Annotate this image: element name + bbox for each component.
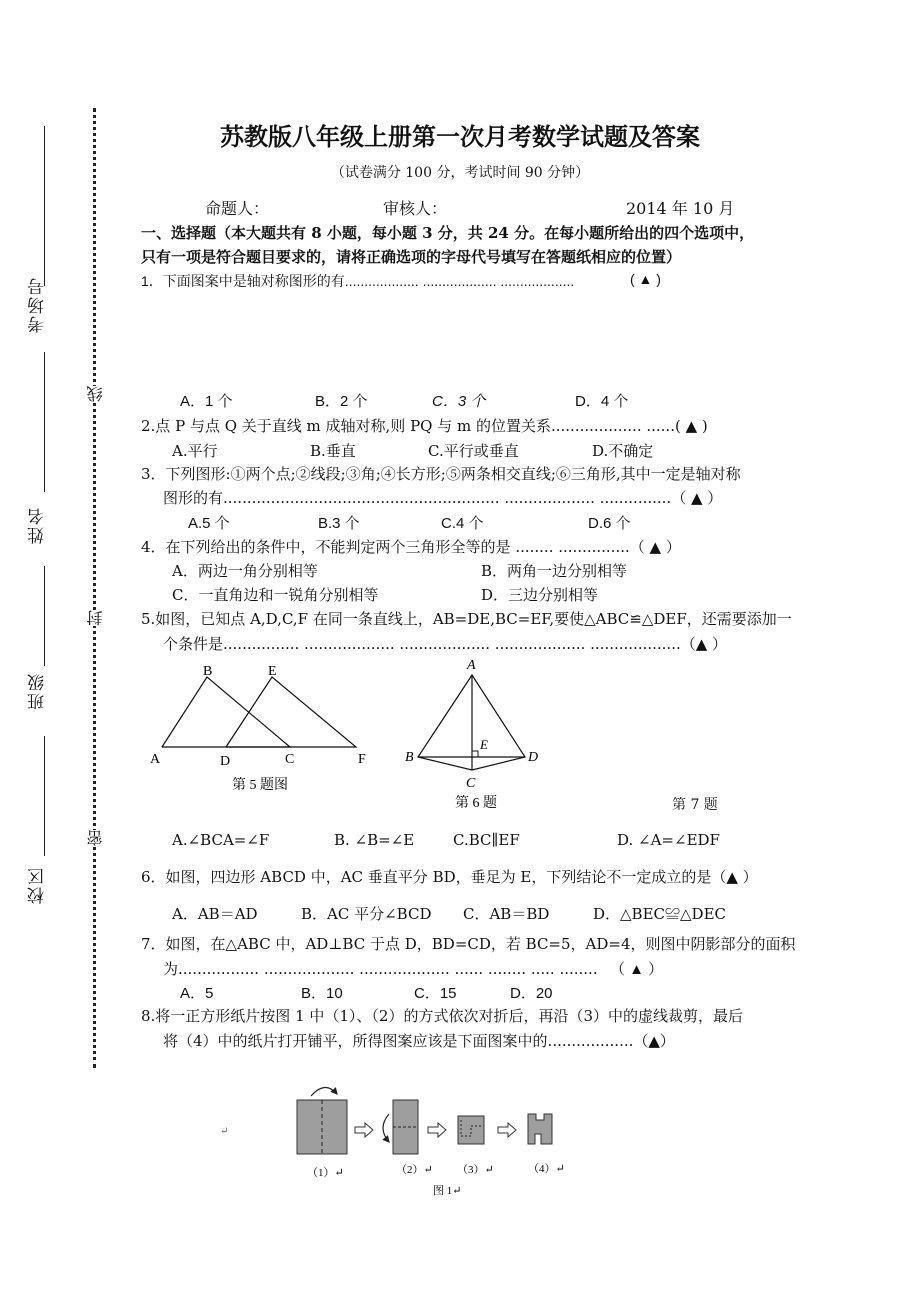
q3-stem-line1: 3．下列图形:①两个点;②线段;③角;④长方形;⑤两条相交直线;⑥三角形,其中一定是轴对称	[141, 465, 741, 483]
fig5-label-b: B	[203, 664, 213, 679]
q7-answer: （ ▲ ）	[610, 961, 664, 978]
step4-cut-shape	[528, 1114, 552, 1144]
q2-option-a: A.平行	[172, 442, 218, 460]
step2-label: （2）↵	[396, 1164, 433, 1176]
right-arrow-icon	[498, 1123, 516, 1137]
right-angle-mark	[472, 751, 478, 757]
step4-label: （4）↵	[528, 1163, 565, 1175]
q6-stem: 6．如图，四边形 ABCD 中，AC 垂直平分 BD，垂足为 E，下列结论不一定成立的是（▲ ）	[141, 868, 758, 886]
q8-stem-line2: 将（4）中的纸片打开铺平，所得图案应该是下面图案中的..................（▲）	[163, 1032, 675, 1050]
q2-option-d: D.不确定	[592, 442, 654, 460]
triangle-def	[226, 677, 356, 747]
right-arrow-icon	[428, 1123, 446, 1137]
step1-fold-arrow	[311, 1087, 337, 1096]
q8-stem-line1: 8.将一正方形纸片按图 1 中（1）、（2）的方式依次对折后，再沿（3）中的虚线裁剪，最后	[141, 1007, 744, 1025]
q2-stem: 2.点 P 与点 Q 关于直线 m 成轴对称,则 PQ 与 m 的位置关系................... ......( ▲ )	[141, 417, 708, 435]
fig5-label-e: E	[268, 664, 277, 679]
q3-option-a: A.5 个	[188, 515, 230, 532]
step3-label: （3）↵	[457, 1164, 494, 1176]
q5-option-d: D. ∠A=∠EDF	[617, 831, 720, 849]
q7-stem-line2: 为................. ................... ................... ...... ........ ..... ........	[163, 960, 598, 978]
q5-stem-line2: 个条件是................ ................... ................... ................... ...................（▲ ）	[163, 635, 728, 653]
q6-option-b: B．AC 平分∠BCD	[301, 905, 432, 923]
q1-answer: ( ▲ )	[630, 271, 661, 287]
author-label: 命题人：	[205, 199, 270, 218]
q4-option-a: A．两边一角分别相等	[172, 562, 318, 580]
q7-option-a: A．5	[180, 985, 214, 1002]
q5-option-c: C.BC∥EF	[453, 831, 520, 849]
class-label: 班级	[28, 672, 48, 710]
name-line	[44, 352, 45, 492]
name-label: 姓名	[28, 506, 48, 544]
q1-option-d: D．4 个	[575, 393, 629, 410]
fig5-label-a: A	[150, 752, 161, 767]
fig5-label-d: D	[220, 754, 231, 769]
step2-fold-arrow	[383, 1114, 389, 1142]
q1-option-b: B．2 个	[315, 393, 368, 410]
q2-option-c: C.平行或垂直	[428, 442, 519, 460]
q7-stem-line1: 7．如图，在△ABC 中，AD⊥BC 于点 D，BD=CD，若 BC=5，AD=4，则图中阴影部分的面积	[141, 935, 796, 953]
figure-1-folding	[285, 1080, 585, 1205]
q3-stem-line2: 图形的有.......................................................... ................... ...............（ ▲ ）	[163, 489, 723, 507]
q4-option-b: B．两角一边分别相等	[481, 562, 628, 580]
q2-option-b: B.垂直	[310, 442, 356, 460]
q5-option-a: A.∠BCA=∠F	[172, 831, 270, 849]
fig7-caption: 第 7 题	[672, 797, 718, 813]
q4-option-c: C．一直角边和一锐角分别相等	[172, 586, 379, 604]
q7-option-d: D．20	[510, 985, 553, 1002]
figure-5-triangles	[140, 655, 380, 800]
exam-room-label: 考场号	[28, 276, 48, 333]
seal-char-line: 线	[86, 386, 105, 402]
school-line	[44, 736, 45, 856]
fig6-label-a: A	[467, 658, 476, 673]
q4-option-d: D．三边分别相等	[481, 586, 599, 604]
q6-option-c: C．AB＝BD	[463, 905, 550, 923]
exam-date: 2014 年 10 月	[626, 199, 735, 218]
page-title: 苏教版八年级上册第一次月考数学试题及答案	[220, 123, 700, 151]
q3-option-b: B.3 个	[318, 515, 360, 532]
q6-option-a: A．AB＝AD	[172, 905, 258, 923]
q3-option-d: D.6 个	[588, 515, 631, 532]
class-line	[44, 566, 45, 666]
figure-1-caption: 图 1↵	[433, 1185, 462, 1197]
fig6-label-e: E	[480, 737, 488, 752]
fig5-label-f: F	[358, 752, 366, 767]
fig5-caption: 第 5 题图	[232, 778, 288, 793]
right-arrow-icon	[355, 1123, 373, 1137]
q3-option-c: C.4 个	[441, 515, 484, 532]
seal-char-seal: 封	[86, 610, 105, 626]
section-heading-line2: 只有一项是符合题目要求的，请将正确选项的字母代号填写在答题纸相应的位置）	[141, 248, 682, 266]
binding-dotted-line	[93, 108, 96, 1068]
q5-stem-line1: 5.如图，已知点 A,D,C,F 在同一条直线上，AB=DE,BC=EF,要使△ABC≌△DEF，还需要添加一	[141, 610, 792, 628]
q1-option-a: A．1 个	[180, 393, 233, 410]
stray-return-mark: ↵	[220, 1126, 229, 1137]
fig6-caption: 第 6 题	[455, 796, 497, 811]
q7-option-c: C．15	[414, 985, 457, 1002]
q5-option-b: B. ∠B=∠E	[334, 831, 415, 849]
triangle-abc	[162, 677, 290, 747]
reviewer-label: 审核人：	[383, 199, 448, 218]
fig6-label-c: C	[466, 776, 476, 791]
fig6-label-d: D	[528, 750, 539, 765]
school-label: 校区	[28, 866, 48, 904]
fig5-label-c: C	[285, 752, 295, 767]
q1-option-c: C．3 个	[432, 393, 486, 410]
section-heading-line1: 一、选择题（本大题共有 8 小题，每小题 3 分，共 24 分。在每小题所给出的四个选项中，	[141, 224, 755, 242]
q1-stem: 1．下面图案中是轴对称图形的有................... ................... ...................	[141, 273, 575, 289]
exam-subtitle: （试卷满分 100 分，考试时间 90 分钟）	[330, 165, 590, 181]
fig6-label-b: B	[405, 750, 414, 765]
figure-6-kite	[400, 655, 560, 820]
seal-char-secret: 密	[86, 830, 105, 846]
q4-stem: 4．在下列给出的条件中，不能判定两个三角形全等的是 ........ ...............（ ▲ ）	[141, 538, 681, 556]
step1-label: （1）↵	[307, 1167, 344, 1179]
q6-option-d: D．△BEC≌△DEC	[593, 905, 727, 923]
q7-option-b: B．10	[301, 985, 343, 1002]
